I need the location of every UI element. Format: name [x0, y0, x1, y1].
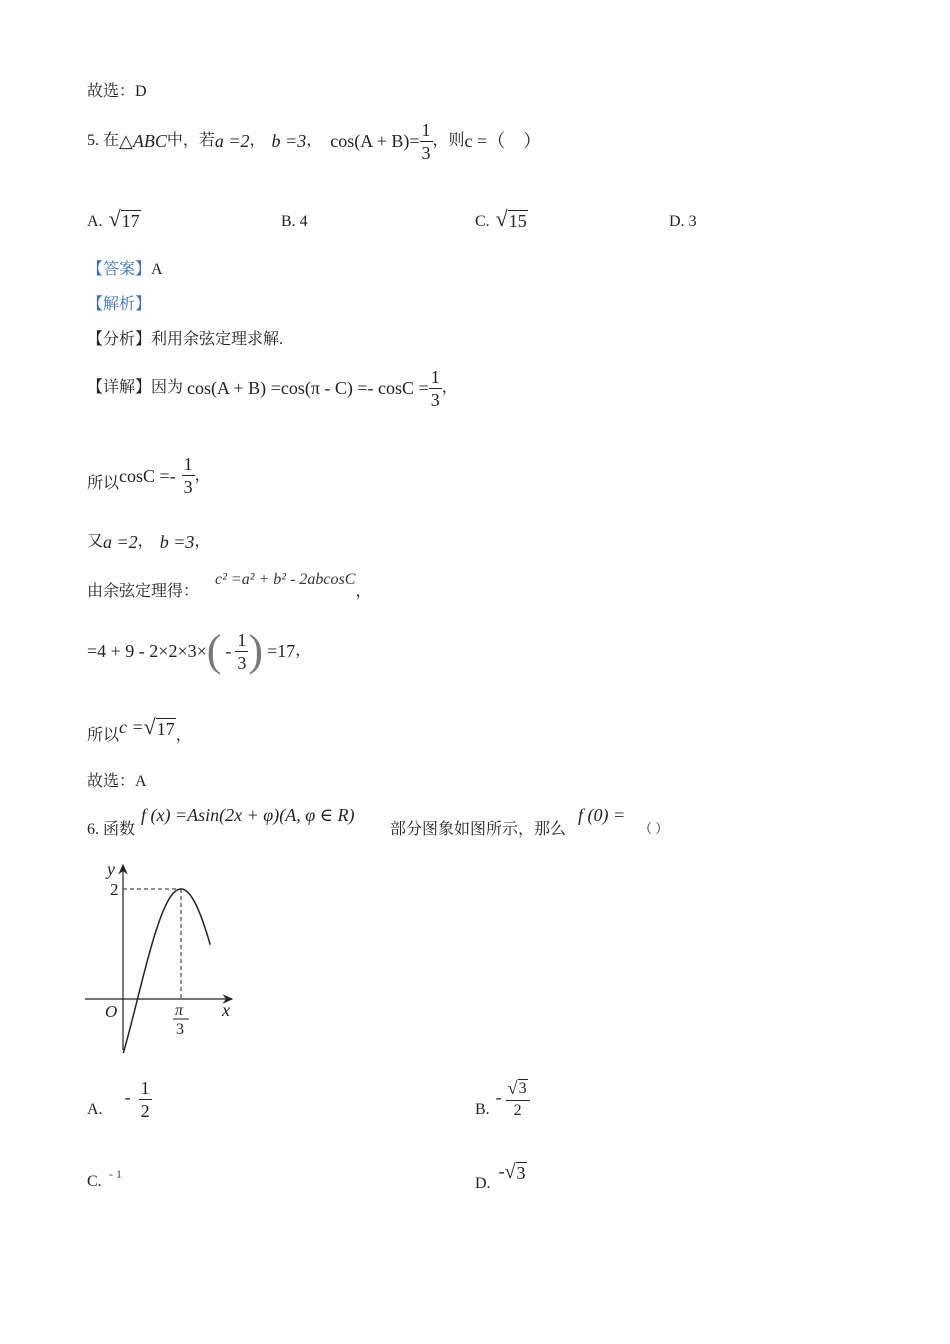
again-b: b =3: [159, 532, 195, 552]
q5-stem-mid: 中，若: [166, 132, 215, 149]
q5-option-b-value: 4: [299, 213, 308, 230]
q5-again: 又 a =2 ， b =3 ，: [87, 532, 211, 552]
q6-paren: （ ）: [639, 821, 669, 836]
so1-frac: [182, 455, 195, 496]
q6-option-d-sign: -: [498, 1161, 505, 1181]
q6-stem-pre: 函数: [103, 821, 136, 838]
q6-option-a[interactable]: [87, 1074, 152, 1124]
q6-option-c-label: C.: [87, 1173, 102, 1190]
q6-option-a-den: 2: [140, 1100, 150, 1121]
q5-option-d-value: 3: [688, 213, 697, 230]
q6-option-d[interactable]: [475, 1158, 527, 1192]
q5-ask: c =（ ）: [464, 131, 542, 151]
again-pre: 又: [87, 533, 104, 550]
q5-cos-frac: [420, 121, 433, 162]
q6-option-a-label: A.: [87, 1101, 103, 1118]
law-pre: 由余弦定理得：: [87, 583, 200, 600]
q5-so-c: 所以 c = √ 17 ，: [87, 714, 192, 744]
q5-stem-post: ，则: [432, 132, 465, 149]
fenxi-text: 利用余弦定理求解.: [151, 331, 284, 348]
q5-option-a-sqrt: √ 17: [108, 206, 140, 231]
q6-number: 6.: [87, 821, 99, 838]
so1-frac-den: 3: [183, 477, 193, 497]
q6-option-b-label: B.: [475, 1101, 490, 1118]
q6-graph: [85, 858, 240, 1053]
calc-expr: =4 + 9 - 2×2×3×: [87, 641, 207, 661]
q6-option-a-num: 1: [140, 1077, 150, 1098]
q6-option-b-sign: -: [495, 1087, 502, 1107]
q6-option-b-num: 3: [518, 1080, 527, 1097]
q5-frac-den: 3: [421, 142, 431, 163]
q6-option-a-frac: [139, 1079, 152, 1120]
q5-option-b[interactable]: [281, 214, 308, 230]
so2-expr: c =: [119, 717, 144, 737]
q6-stem: [87, 804, 867, 838]
q5-option-c[interactable]: [475, 200, 528, 230]
q5-cond-a: a =2: [214, 131, 250, 151]
fenxi-tag: 【分析】: [87, 331, 152, 348]
so1-pre: 所以: [87, 475, 120, 492]
detail-frac-den: 3: [430, 389, 440, 410]
q5-option-b-label: B.: [281, 213, 296, 230]
q6-option-b[interactable]: [475, 1074, 530, 1124]
so2-pre: 所以: [87, 727, 120, 744]
x-axis-label: x: [222, 1000, 230, 1020]
so1-expr: cosC =-: [119, 465, 176, 486]
so2-val: 17: [156, 719, 175, 739]
x-tick-denominator: 3: [176, 1021, 184, 1038]
q6-option-d-sqrt: √ 3: [504, 1161, 526, 1183]
q6-stem-mid: 部分图象如图所示，那么: [390, 821, 567, 838]
detail-tag: 【详解】: [87, 379, 152, 396]
detail-pre: 因为: [151, 379, 184, 396]
q5-cos-condition: cos(A + B) = $\frac{1}{3}$: [330, 119, 431, 163]
q6-option-d-label: D.: [475, 1175, 491, 1192]
q5-option-d-label: D.: [669, 213, 685, 230]
q6-option-b-sqrt: √ 3: [507, 1078, 527, 1098]
q5-cond-b: b =3: [271, 131, 307, 151]
answer-tag: 【答案】: [87, 261, 152, 278]
q5-option-a[interactable]: [87, 200, 141, 230]
q4-choose: 故选：D: [87, 83, 147, 100]
so1-frac-num: 1: [183, 454, 193, 474]
q5-choose: 故选：A: [87, 773, 147, 790]
calc-result: =17: [267, 641, 296, 661]
q6-func: f (x) =Asin(2x + φ)(A, φ ∈ R): [141, 805, 355, 825]
detail-frac: [429, 368, 442, 409]
calc-inner: -: [225, 641, 232, 661]
law-expr: c² =a² + b² - 2abcosC: [215, 571, 356, 588]
q5-option-c-value: 15: [508, 211, 527, 231]
q5-triangle: △ABC: [119, 131, 167, 151]
q5-option-a-label: A.: [87, 213, 103, 230]
q5-so-cosc: 所以 cosC =- $\frac{1}{3}$ ，: [87, 454, 211, 497]
detail-expr: cos(A + B) =cos(π - C) =- cosC =: [187, 378, 429, 398]
q5-number: 5.: [87, 132, 99, 149]
q5-option-a-value: 17: [121, 211, 140, 231]
q6-option-b-frac: [506, 1079, 530, 1119]
q6-option-a-sign: -: [124, 1087, 131, 1107]
again-a: a =2: [103, 532, 138, 552]
calc-frac: [235, 631, 248, 672]
q6-option-b-den: 2: [513, 1102, 522, 1119]
analysis-tag: 【解析】: [87, 296, 152, 313]
q5-law: 由余弦定理得： c² =a² + b² - 2abcosC ，: [87, 571, 372, 600]
q6-ask: f (0) =: [578, 805, 626, 825]
q5-frac-num: 1: [421, 119, 431, 140]
q5-calc: =4 + 9 - 2×2×3× ( - $\frac{1}{3}$ ) =17 ，: [87, 626, 312, 675]
detail-frac-num: 1: [430, 366, 440, 387]
answer-value: A: [151, 261, 163, 278]
q5-stem-pre: 在: [103, 132, 120, 149]
y-axis-label: y: [107, 859, 115, 879]
sine-curve: [117, 889, 210, 1053]
calc-frac-num: 1: [237, 629, 247, 650]
q6-number-pre: [87, 822, 135, 838]
q6-option-d-value: 3: [516, 1163, 526, 1183]
q5-stem: 5. 在 △ABC 中，若 a =2 ， b =3 ， cos(A + B) = $\frac{1}{3}$ ，则 c =（ ）: [87, 119, 542, 163]
q5-fenxi: [87, 332, 283, 348]
origin-label: O: [105, 1002, 118, 1021]
calc-frac-den: 3: [237, 652, 247, 673]
so2-sqrt: √ 17: [143, 714, 175, 739]
max-value-label: 2: [110, 880, 119, 899]
q6-option-c-value: - 1: [109, 1167, 122, 1181]
x-tick-numerator: π: [175, 1002, 184, 1019]
q5-option-d[interactable]: [669, 214, 697, 230]
q5-option-c-sqrt: √ 15: [495, 206, 527, 231]
q5-cos-expr: cos(A + B): [330, 131, 410, 151]
q5-answer: [87, 262, 163, 278]
q5-option-c-label: C.: [475, 213, 490, 230]
q5-detail-line: 【详解】 因为 cos(A + B) =cos(π - C) =- cosC = $\frac{1}{3}$ ，: [87, 366, 458, 410]
